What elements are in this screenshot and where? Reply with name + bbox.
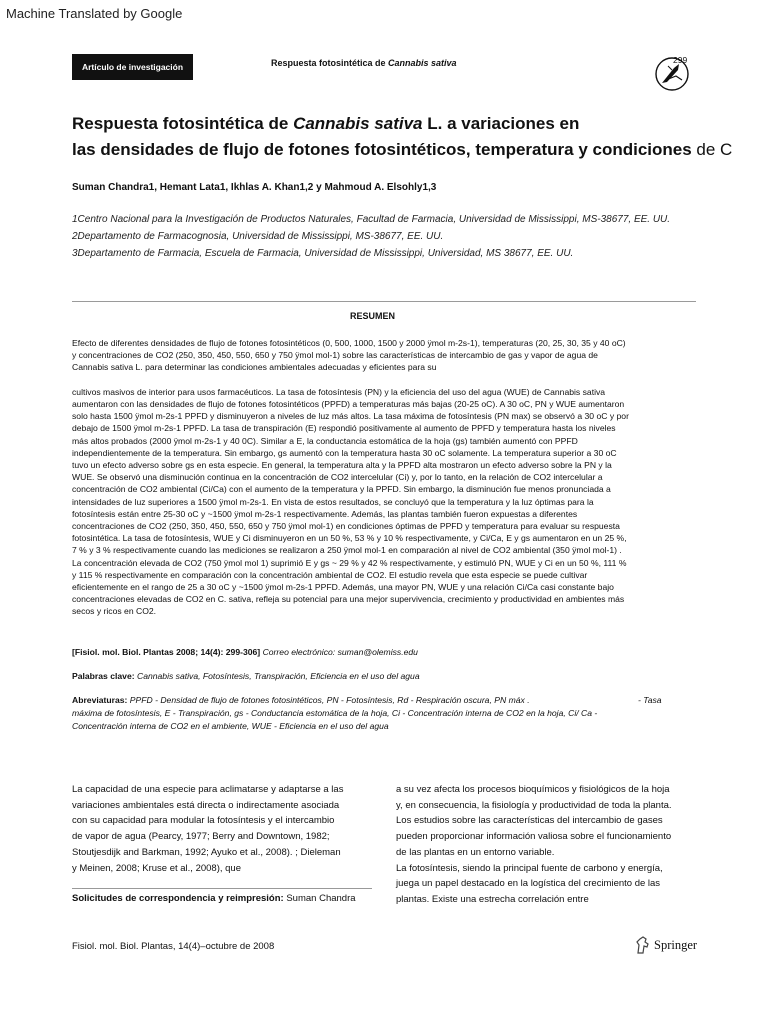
abstract-line: debajo de 1500 ÿmol m-2s-1 PPFD. La tasa de transpiración (E) respondió positivamente al aumento de PPFD y temperatura hasta los niveles	[72, 423, 616, 434]
abstract-line: concentraciones de CO2 (250, 350, 450, 550, 650 y 750 ÿmol mol-1) en condiciones óptimas de PPFD y temperatura para evaluar su respuesta	[72, 521, 620, 532]
author-list: Suman Chandra1, Hemant Lata1, Ikhlas A. Khan1,2 y Mahmoud A. Elsohly1,3	[72, 182, 437, 193]
body-line: juega un papel destacado en la logística del crecimiento de las	[396, 878, 661, 890]
body-line: de las plantas en un entorno variable.	[396, 846, 555, 858]
abstract-line: intensidades de luz superiores a 1500 ÿmol m-2s-1. En vista de estos resultados, se concluyó que la temperatura y la luz óptimas para la	[72, 496, 594, 507]
affiliation: 2Departamento de Farmacognosia, Universidad de Mississippi, MS-38677, EE. UU.	[72, 231, 444, 242]
section-tag: Artículo de investigación	[72, 54, 193, 80]
body-line: La capacidad de una especie para aclimatarse y adaptarse a las	[72, 784, 344, 795]
abstract-line: fotosíntesis están entre 25-30 oC y ~1500 ÿmol m-2s-1 respectivamente. Además, las plantas también fueron expuestas a diferentes	[72, 508, 578, 519]
abbreviations	[72, 694, 698, 732]
body-line: y Meinen, 2008; Kruse et al., 2008), que	[72, 862, 241, 874]
running-head	[271, 58, 457, 68]
footnote-divider	[72, 888, 372, 889]
running-head-prefix: Respuesta fotosintética de	[271, 58, 389, 68]
correspondence-note	[72, 893, 356, 904]
abstract-line: concentraciones elevadas de CO2 en C. sativa, refleja su potencial para una mejor supervivencia, crecimiento y productividad en ambientes más	[72, 594, 625, 605]
springer-horse-icon	[635, 936, 651, 954]
body-line: Stoutjesdijk and Barkman, 1992; Ayuko et al., 2008). ; Dieleman	[72, 846, 341, 858]
abbrev-line: máxima de fotosíntesis, E - Transpiración, gs - Conductancia estomática de la hoja, Ci - Concentración interna de CO2 en la hoja, Ci/ Ca -	[72, 707, 598, 718]
correspondence-label: Solicitudes de correspondencia y reimpresión:	[72, 893, 284, 904]
divider	[72, 301, 696, 302]
title-text: las densidades de flujo de fotones fotosintéticos, temperatura y condiciones	[72, 140, 692, 159]
abstract-line: 7 % y 3 % respectivamente cuando las mediciones se realizaron a 250 ÿmol mol-1 en comparación al nivel de CO2 ambiental (350 ÿmol mol-1) .	[72, 545, 622, 556]
abstract-line: más altos probados (2000 ÿmol m-2s-1 y 40 0C). Similar a E, la conductancia estomática de la hoja (gs) también aumentó con PPFD	[72, 435, 578, 446]
body-column-right	[396, 782, 702, 908]
abstract-line: aumentaron con las densidades de flujo de fotones fotosintéticos (PPFD) a temperaturas más bajas (20-25 oC). A 30 oC, PN y WUE aumentaron	[72, 399, 625, 409]
abstract-line: concentración de CO2 ambiental (Ci/Ca) con el aumento de la temperatura y la PPFD. Sin embargo, la disminución fue menos pronunciada a	[72, 484, 611, 495]
page-number: 299	[673, 55, 688, 65]
abstract-line	[72, 374, 698, 386]
footer-journal: Fisiol. mol. Biol. Plantas, 14(4)–octubre de 2008	[72, 941, 275, 952]
abbrev-text: PPFD - Densidad de flujo de fotones fotosintéticos, PN - Fotosíntesis, Rd - Respiración oscura, PN máx .	[127, 695, 530, 705]
body-line: a su vez afecta los procesos bioquímicos y fisiológicos de la hoja	[396, 784, 670, 795]
keywords-text: Cannabis sativa, Fotosíntesis, Transpiración, Eficiencia en el uso del agua	[134, 671, 420, 681]
abstract-line: secos y ricos en CO2.	[72, 606, 157, 617]
publisher-name: Springer	[654, 937, 698, 952]
keywords-label: Palabras clave:	[72, 671, 135, 681]
abbrev-line: Concentración interna de CO2 en el ambiente, WUE - Eficiencia en el uso del agua	[72, 720, 389, 731]
title-text: L. a variaciones en	[422, 114, 580, 133]
abstract-line: La concentración elevada de CO2 (750 ÿmol mol 1) suprimió E y gs ~ 29 % y 42 % respectivamente, y estimuló PN, WUE y Ci en un 50 %, 111 %	[72, 557, 627, 568]
body-column-left	[72, 782, 372, 876]
keywords	[72, 671, 420, 681]
article-title-line-2	[72, 140, 732, 160]
abbrev-line	[72, 694, 698, 707]
abstract-heading: RESUMEN	[350, 311, 396, 321]
abstract-line: cultivos masivos de interior para usos farmacéuticos. La tasa de fotosíntesis (PN) y la eficiencia del uso del agua (WUE) de Cannabis sativa	[72, 386, 606, 397]
abstract-line: eficientemente en el rango de 25 a 30 oC y ~1500 ÿmol m-2s-1 PPFD. Además, una mayor PN, WUE y una relación Ci/Ca casi constante bajo	[72, 582, 614, 593]
abstract-line: independientemente de la temperatura. Sin embargo, gs aumentó con la temperatura hasta 30 oC solamente. La temperatura superior a 30 oC	[72, 447, 617, 458]
title-text: de C	[691, 140, 733, 159]
abstract-line: WUE. Se observó una disminución continua en la concentración de CO2 intercelular (Ci) y, por lo tanto, en la relación de CO2 intercelular a	[72, 472, 603, 483]
citation	[72, 647, 418, 657]
publisher-logo	[635, 936, 697, 954]
abstract-line: y concentraciones de CO2 (250, 350, 450, 550, 650 y 750 ÿmol mol-1) sobre las características de intercambio de gas y vapor de agua de	[72, 350, 598, 361]
abstract-line: Cannabis sativa L. para determinar las condiciones ambientales adecuadas y eficientes para su	[72, 362, 437, 373]
body-line: Los estudios sobre las características del intercambio de gases	[396, 815, 663, 827]
affiliation: 1Centro Nacional para la Investigación de Productos Naturales, Facultad de Farmacia, Universidad de Mississippi, MS-38677, EE. UU.	[72, 214, 671, 225]
body-line: de vapor de agua (Pearcy, 1977; Berry and Downtown, 1982;	[72, 831, 330, 843]
body-line: y, en consecuencia, la fisiología y productividad de toda la planta.	[396, 799, 672, 811]
abstract-line: Efecto de diferentes densidades de flujo de fotones fotosintéticos (0, 500, 1000, 1500 y 2000 ÿmol m-2s-1), temperaturas (20, 25, 30, 35 y 40 oC)	[72, 338, 626, 348]
body-line: pueden proporcionar información valiosa sobre el funcionamiento	[396, 831, 672, 843]
abstract-line: tuvo un efecto adverso sobre gs en esta especie. En general, la temperatura alta y la PPFD alta mostraron un efecto adverso sobre la PN y la	[72, 460, 612, 471]
body-line: La fotosíntesis, siendo la principal fuente de carbono y energía,	[396, 862, 663, 874]
running-head-species: Cannabis sativa	[388, 58, 457, 68]
abstract-line: solo hasta 1500 ÿmol m-2s-1 PPFD y disminuyeron a niveles de luz más altos. La tasa máxima de fotosíntesis (PN max) se observó a 30 oC y por	[72, 411, 629, 422]
affiliation: 3Departamento de Farmacia, Escuela de Farmacia, Universidad de Mississippi, Universidad, MS 38677, EE. UU.	[72, 248, 574, 259]
abstract-line: fotosintética. La tasa de fotosíntesis, WUE y Ci disminuyeron en un 50 %, 53 % y 10 % respectivamente, y Ci/Ca, E y gs aumentaron en un 25 %,	[72, 533, 627, 544]
body-line: con su capacidad para modular la fotosíntesis y el intercambio	[72, 815, 335, 827]
body-line: plantas. Existe una estrecha correlación entre	[396, 893, 589, 905]
abbrev-text: - Tasa	[638, 695, 662, 705]
contact-email: Correo electrónico: suman@olemiss.edu	[260, 647, 418, 657]
abstract-line: y 115 % respectivamente en comparación con la concentración ambiental de CO2. El estudio revela que esta especie se puede cultivar	[72, 569, 588, 580]
translation-banner: Machine Translated by Google	[6, 6, 183, 21]
correspondence-name: Suman Chandra	[283, 893, 356, 904]
body-line: variaciones ambientales está directa o indirectamente asociada	[72, 799, 340, 811]
title-text: Respuesta fotosintética de	[72, 114, 294, 133]
citation-ref: [Fisiol. mol. Biol. Plantas 2008; 14(4): 299-306]	[72, 647, 261, 657]
abstract-body	[72, 337, 698, 618]
abbrev-label: Abreviaturas:	[72, 695, 128, 705]
title-species: Cannabis sativa	[293, 114, 423, 133]
article-title-line-1	[72, 114, 579, 134]
